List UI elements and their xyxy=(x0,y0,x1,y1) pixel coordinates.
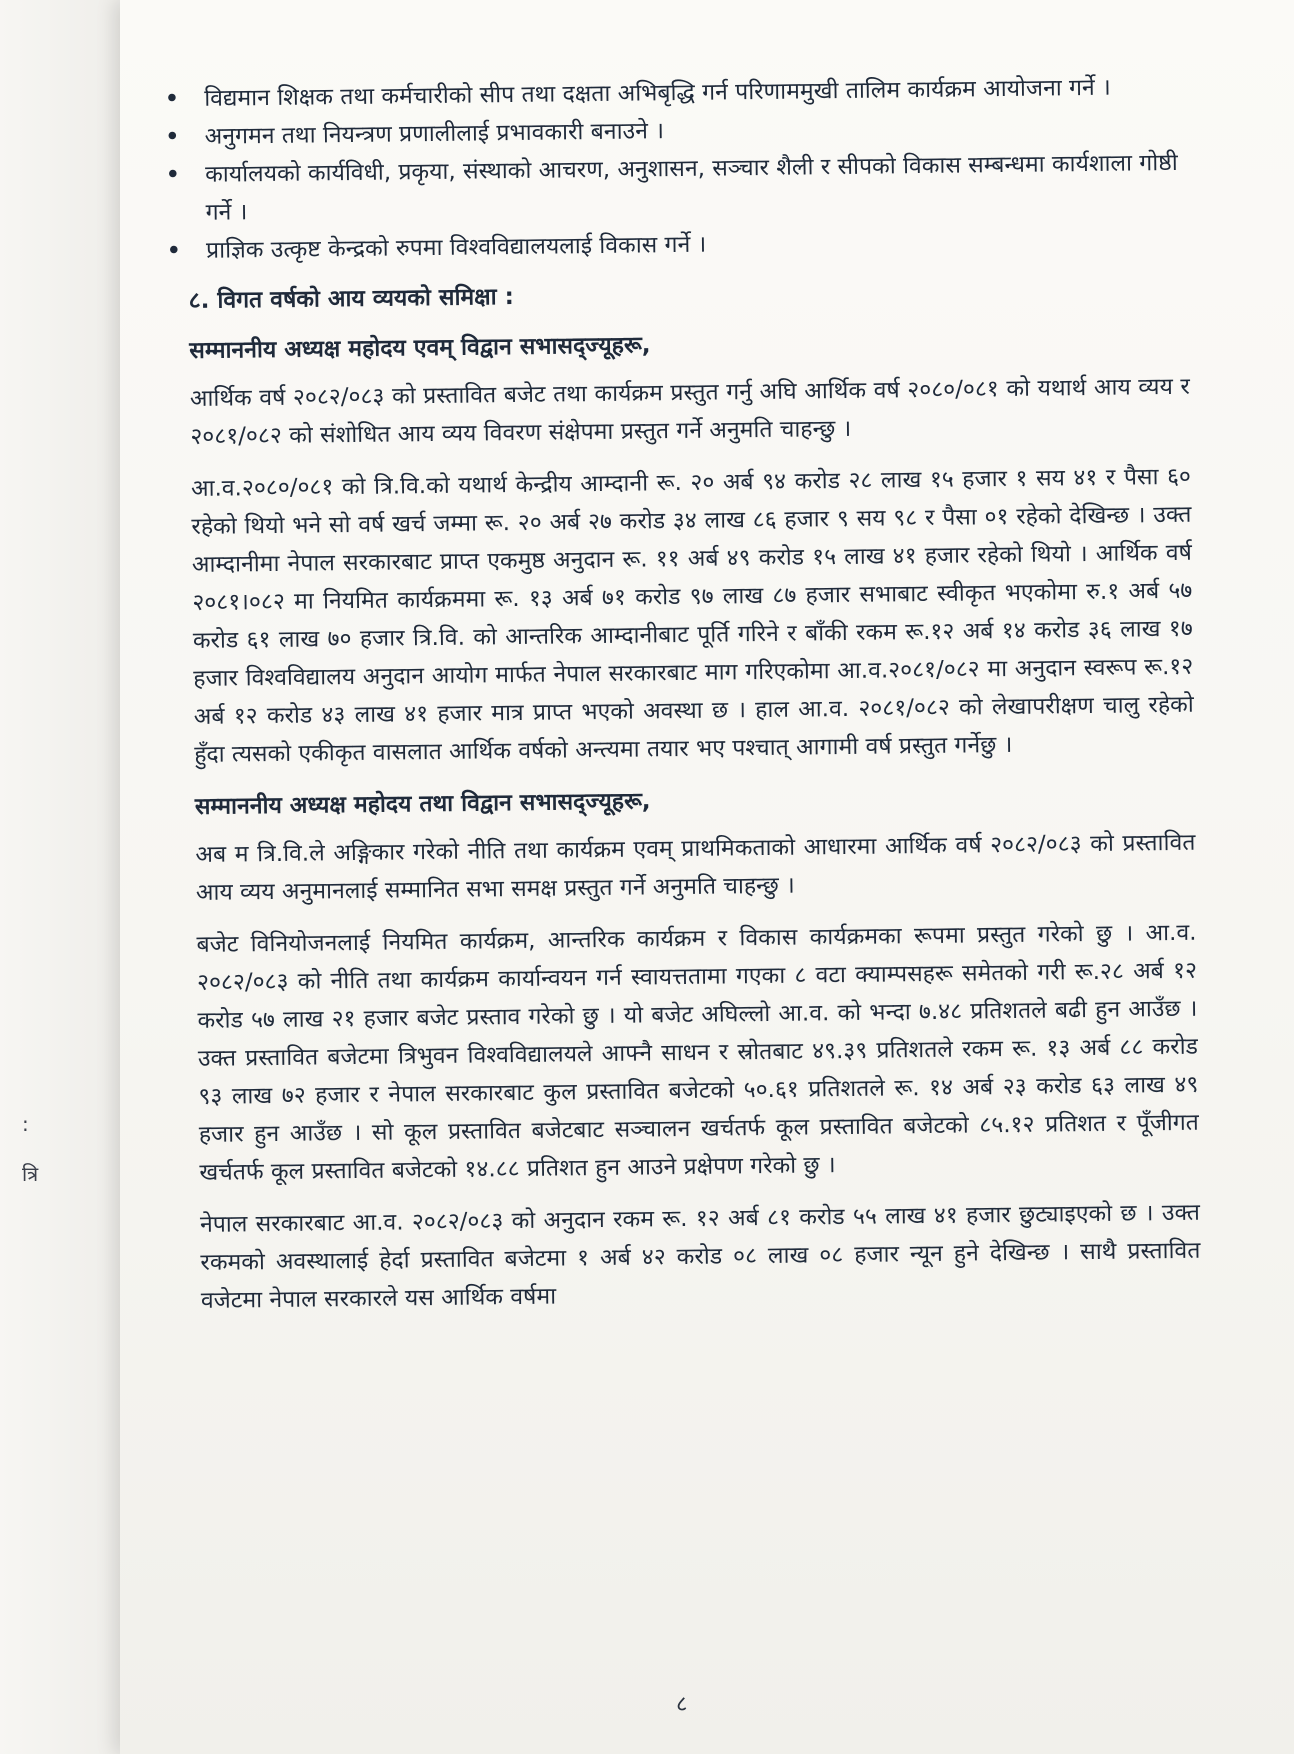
margin-mark-colon: : xyxy=(22,1112,29,1136)
bullet-item: • कार्यालयको कार्यविधी, प्रकृया, संस्थाको आचरण, अनुशासन, सञ्चार शैली र सीपको विकास सम्बन्धमा कार्यशाला गोष्ठी गर्ने । xyxy=(187,144,1188,232)
paragraph-1: आर्थिक वर्ष २०८२/०८३ को प्रस्तावित बजेट तथा कार्यक्रम प्रस्तुत गर्नु अघि आर्थिक वर्ष २०८०/०८१ को यथार्थ आय व्यय र २०८१/०८२ को संशोधित आय व्यय विवरण संक्षेपमा प्रस्तुत गर्ने अनुमति चाहन्छु । xyxy=(189,373,1190,450)
margin-mark-tri: त्रि xyxy=(22,1162,39,1186)
paragraph-4: बजेट विनियोजनलाई नियमित कार्यक्रम, आन्तरिक कार्यक्रम र विकास कार्यक्रमका रूपमा प्रस्तुत गरेको छु । आ.व. २०८२/०८३ को नीति तथा कार्यक्रम कार्यान्वयन गर्न स्वायत्ततामा गएका ८ वटा क्याम्पसहरू समेतको गरी रू.२८ अर्ब १२ करोड ५७ लाख २१ हजार बजेट प्रस्ताव गरेको छु । यो बजेट अघिल्लो आ.व. को भन्दा ७.४८ प्रतिशतले बढी हुन आउँछ । उक्त प्रस्तावित बजेटमा त्रिभुवन विश्वविद्यालयले आफ्नै साधन र स्रोतबाट ४९.३९ प्रतिशतले रकम रू. १३ अर्ब ८८ करोड ९३ लाख ७२ हजार र नेपाल सरकारबाट कुल प्रस्तावित बजेटको ५०.६१ प्रतिशतले रू. १४ अर्ब २३ करोड ६३ लाख ४९ हजार हुन आउँछ । सो कूल प्रस्तावित बजेटबाट सञ्चालन खर्चतर्फ कूल प्रस्तावित बजेटको ८५.१२ प्रतिशत र पूँजीगत खर्चतर्फ कूल प्रस्तावित बजेटको १४.८८ प्रतिशत हुन आउने प्रक्षेपण गरेको छु । xyxy=(196,919,1199,1186)
bullet-item: • प्राज्ञिक उत्कृष्ट केन्द्रको रुपमा विश्वविद्यालयलाई विकास गर्ने । xyxy=(188,220,1188,270)
paragraph-2: आ.व.२०८०/०८१ को त्रि.वि.को यथार्थ केन्द्रीय आम्दानी रू. २० अर्ब ९४ करोड २८ लाख १५ हजार १ सय ४१ र पैसा ६० रहेको थियो भने सो वर्ष खर्च जम्मा रू. २० अर्ब २७ करोड ३४ लाख ८६ हजार ९ सय ९८ र पैसा ०१ रहेको देखिन्छ । उक्त आम्दानीमा नेपाल सरकारबाट प्राप्त एकमुष्ठ अनुदान रू. ११ अर्ब ४९ करोड १५ लाख ४१ हजार रहेको थियो । आर्थिक वर्ष २०८१।०८२ मा नियमित कार्यक्रममा रू. १३ अर्ब ७१ करोड ९७ लाख ८७ हजार सभाबाट स्वीकृत भएकोमा रु.१ अर्ब ५७ करोड ६१ लाख ७० हजार त्रि.वि. को आन्तरिक आम्दानीबाट पूर्ति गरिने र बाँकी रकम रू.१२ अर्ब १४ करोड ३६ लाख १७ हजार विश्वविद्यालय अनुदान आयोग मार्फत नेपाल सरकारबाट माग गरिएकोमा आ.व.२०८१/०८२ मा अनुदान स्वरूप रू.१२ अर्ब १२ करोड ४३ लाख ४१ हजार मात्र प्राप्त भएको अवस्था छ । हाल आ.व. २०८१/०८२ को लेखापरीक्षण चालु रहेको हुँदा त्यसको एकीकृत वासलात आर्थिक वर्षको अन्त्यमा तयार भए पश्चात् आगामी वर्ष प्रस्तुत गर्नेछु । xyxy=(190,463,1194,768)
salutation-1: सम्माननीय अध्यक्ष महोदय एवम् विद्वान सभासद्ज्यूहरू, xyxy=(189,332,651,364)
bullet-list xyxy=(186,68,1188,270)
document-body xyxy=(186,68,1201,1334)
paragraph-5: नेपाल सरकारबाट आ.व. २०८२/०८३ को अनुदान रकम रू. १२ अर्ब ८१ करोड ५५ लाख ४१ हजार छुट्याइएको छ । उक्त रकमको अवस्थालाई हेर्दा प्रस्तावित बजेटमा १ अर्ब ४२ करोड ०८ लाख ०८ हजार न्यून हुने देखिन्छ । साथै प्रस्तावित वजेटमा नेपाल सरकारले यस आर्थिक वर्षमा xyxy=(199,1199,1201,1314)
section-heading: ८. विगत वर्षको आय व्ययको समिक्षा : xyxy=(188,284,515,314)
bullet-item: • विद्यमान शिक्षक तथा कर्मचारीको सीप तथा दक्षता अभिबृद्धि गर्न परिणाममुखी तालिम कार्यक्रम आयोजना गर्ने । xyxy=(186,68,1186,118)
underlying-page-edge xyxy=(0,0,120,1754)
paragraph-3: अब म त्रि.वि.ले अङ्गिकार गरेको नीति तथा कार्यक्रम एवम् प्राथमिकताको आधारमा आर्थिक वर्ष २०८२/०८३ को प्रस्तावित आय व्यय अनुमानलाई सम्मानित सभा समक्ष प्रस्तुत गर्ने अनुमति चाहन्छु । xyxy=(195,829,1196,906)
page-number: ८ xyxy=(676,1692,688,1717)
bullet-item: • अनुगमन तथा नियन्त्रण प्रणालीलाई प्रभावकारी बनाउने । xyxy=(186,106,1186,156)
salutation-2: सम्माननीय अध्यक्ष महोदय तथा विद्वान सभासद्ज्यूहरू, xyxy=(194,788,651,820)
